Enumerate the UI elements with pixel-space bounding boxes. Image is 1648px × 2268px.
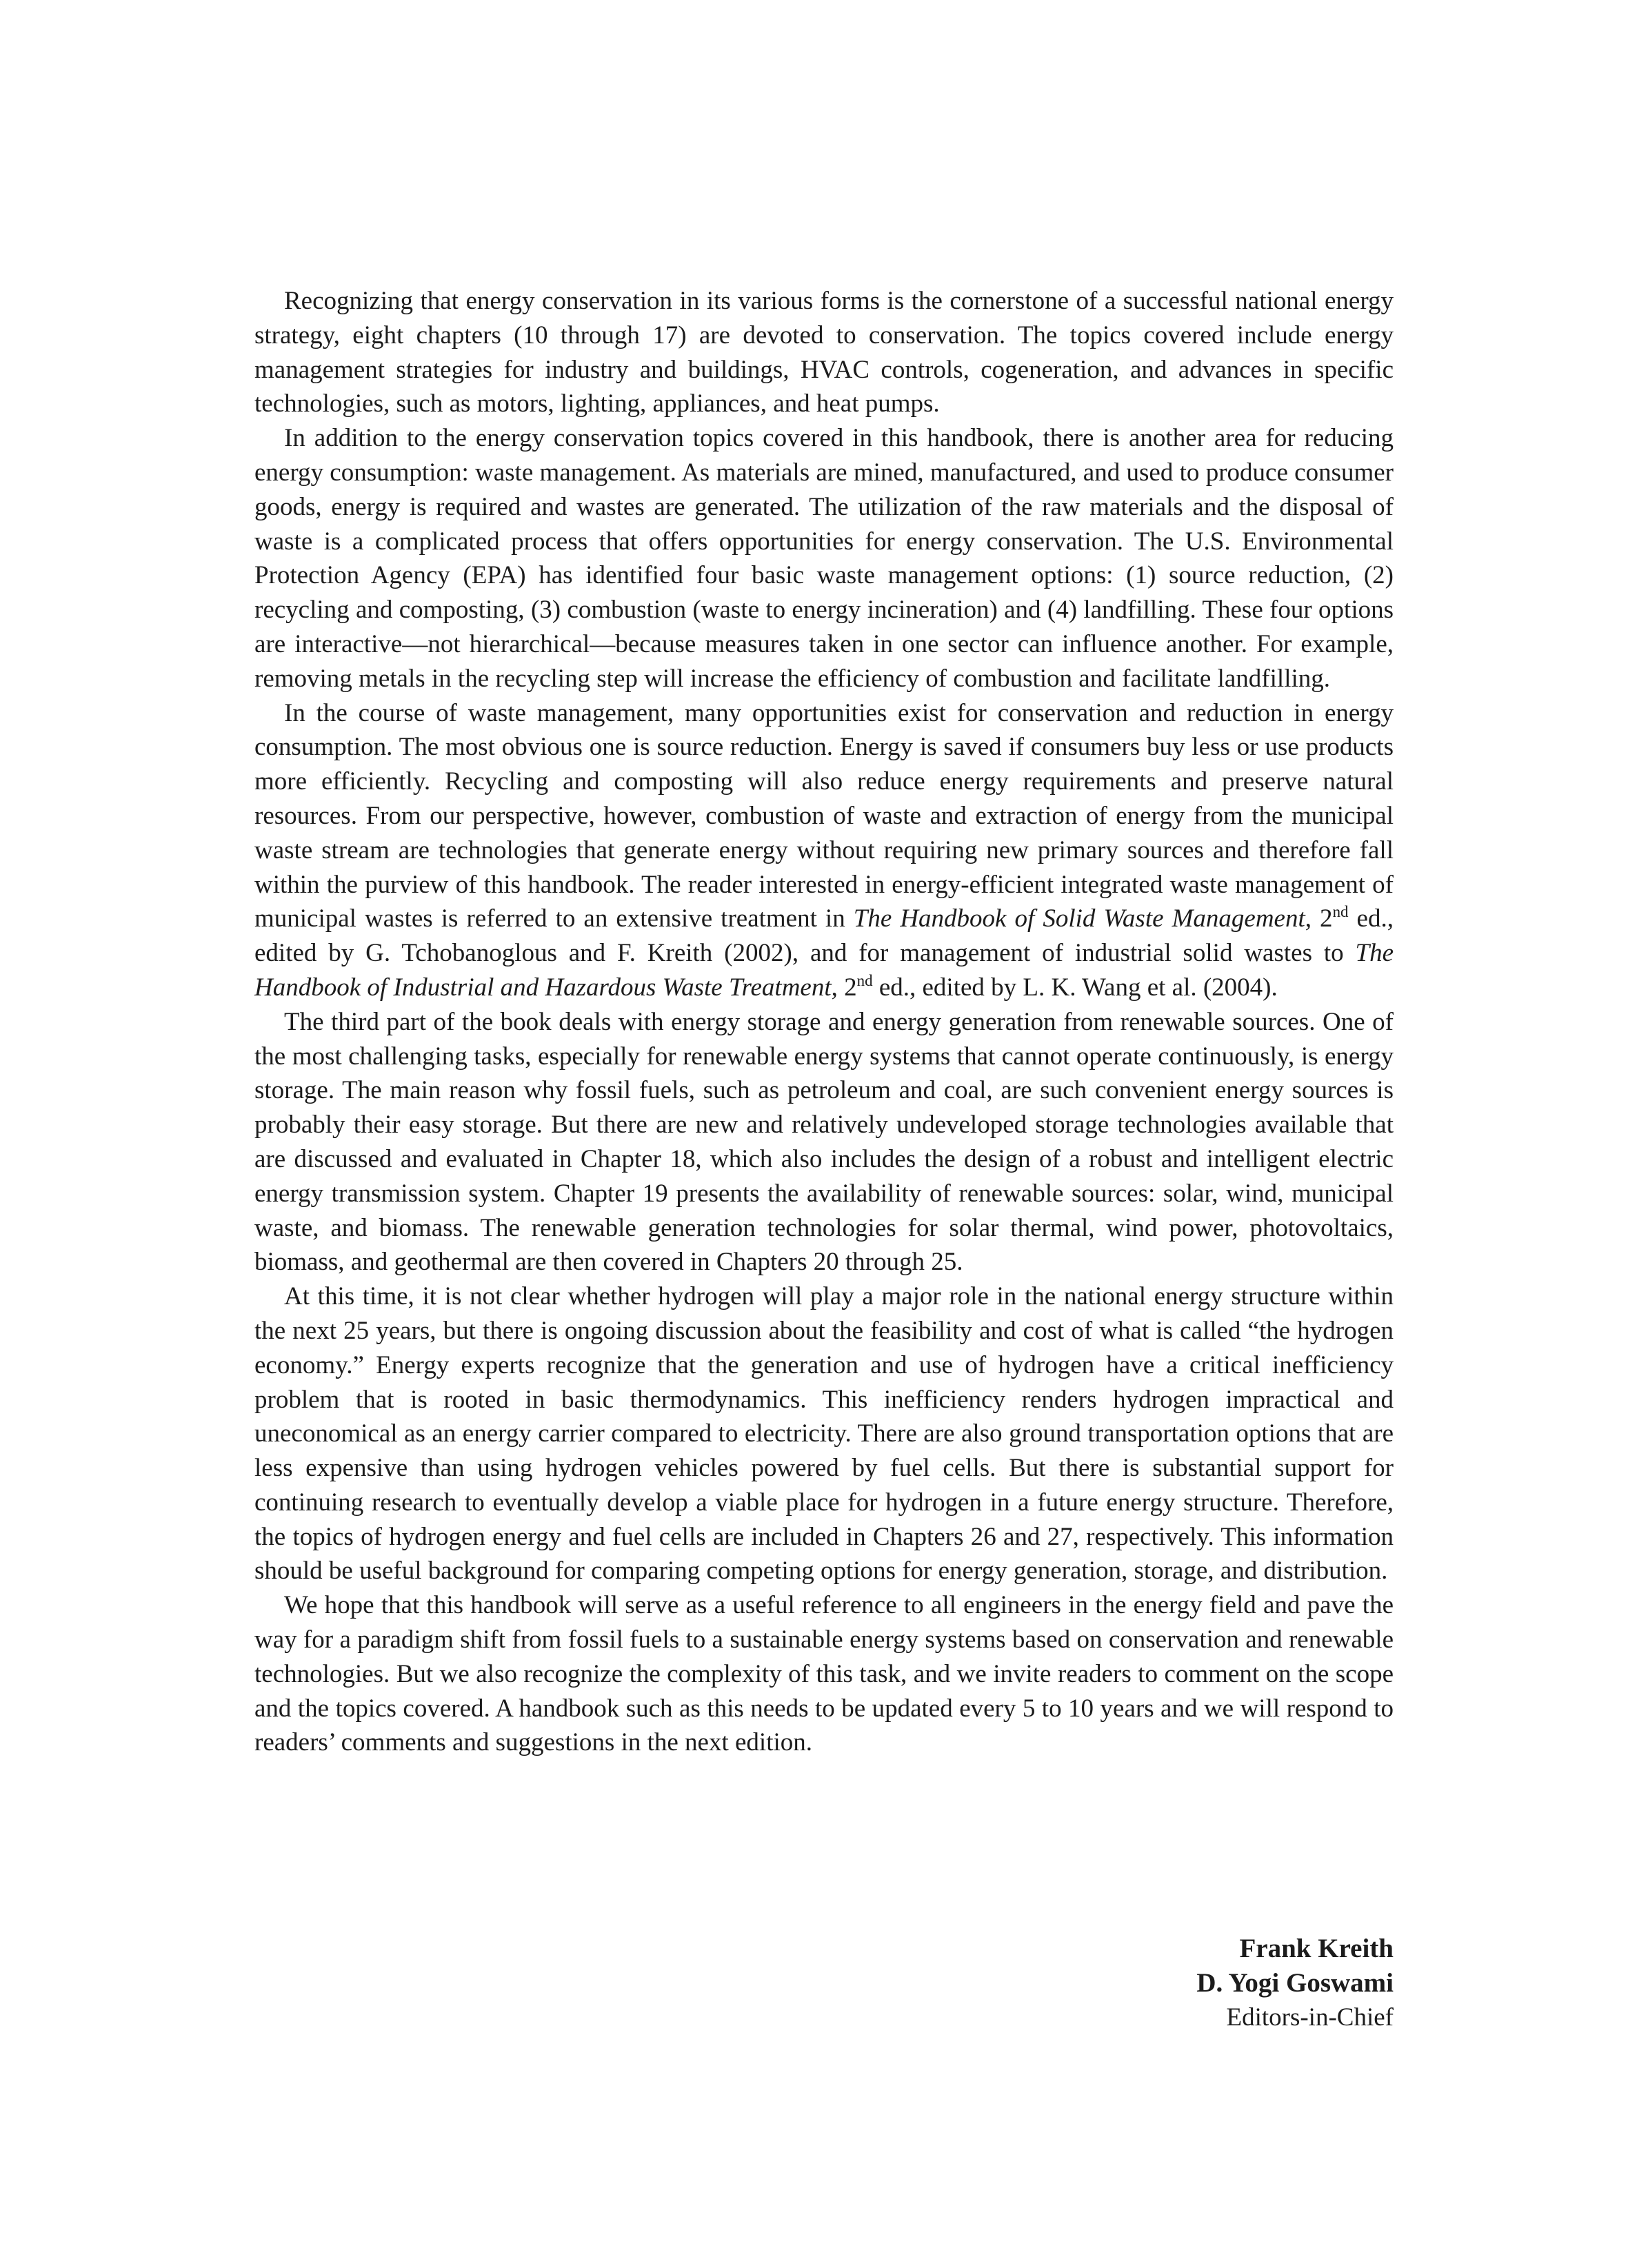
paragraph-text: , 2 [831, 973, 857, 1002]
paragraph-closing: We hope that this handbook will serve as a useful reference to all engineers in the energy field and pave the way for a paradigm shift from fossil fuels to a sustainable energy systems based on conservation and renewable technologies. But we also recognize the complexity of this task, and we invite readers to comment on the scope and the topics covered. A handbook such as this needs to be updated every 5 to 10 years and we will respond to readers’ comments and suggestions in the next edition. [254, 1591, 1394, 1757]
book-title-solid-waste: The Handbook of Solid Waste Management [853, 904, 1305, 933]
paragraph-text: In the course of waste management, many opportunities exist for conservation and reduction in energy consumption. The most obvious one is source reduction. Energy is saved if consumers buy less or use products more efficiently. Recycling and composting will also reduce energy requirements and preserve natural resources. From our perspective, however, combustion of waste and extraction of energy from the municipal waste stream are technologies that generate energy without requiring new primary sources and therefore fall within the purview of this handbook. The reader interested in energy-efficient integrated waste management of municipal wastes is referred to an extensive treatment in [254, 698, 1394, 933]
editor-role: Editors-in-Chief [1226, 2003, 1394, 2032]
edition-superscript: nd [856, 971, 873, 989]
paragraph-waste-management: In addition to the energy conservation topics covered in this handbook, there is another area for reducing energy consumption: waste management. As materials are mined, manufactured, and used to produce consumer goods, energy is required and wastes are generated. The utilization of the raw materials and the disposal of waste is a complicated process that offers opportunities for energy conservation. The U.S. Environmental Protection Agency (EPA) has identified four basic waste management options: (1) source reduction, (2) recycling and composting, (3) combustion (waste to energy incineration) and (4) landfilling. These four options are interactive—not hierarchical—because measures taken in one sector can influence another. For example, removing metals in the recycling step will increase the efficiency of combustion and facilitate landfilling. [254, 424, 1394, 693]
paragraph-energy-storage: The third part of the book deals with energy storage and energy generation from renewable sources. One of the most challenging tasks, especially for renewable energy systems that cannot operate continuously, is energy storage. The main reason why fossil fuels, such as petroleum and coal, are such convenient energy sources is probably their easy storage. But there are new and relatively undeveloped storage technologies available that are discussed and evaluated in Chapter 18, which also includes the design of a robust and intelligent electric energy transmission system. Chapter 19 presents the availability of renewable sources: solar, wind, municipal waste, and biomass. The renewable generation technologies for solar thermal, wind power, photovoltaics, biomass, and geothermal are then covered in Chapters 20 through 25. [254, 1007, 1394, 1277]
signature-block [1196, 1932, 1394, 2035]
paragraph-text: ed., edited by G. Tchobanoglous and F. Kreith (2002), and for management of industrial solid wastes to [254, 904, 1394, 968]
book-title-industrial-waste: The Handbook of Industrial and Hazardous Waste Treatment [254, 939, 1394, 1002]
body-text [254, 284, 1394, 1760]
editor-name-goswami: D. Yogi Goswami [1196, 1968, 1394, 1998]
paragraph-waste-opportunities [254, 696, 1394, 1005]
edition-superscript: nd [1332, 903, 1349, 921]
paragraph-conservation: Recognizing that energy conservation in its various forms is the cornerstone of a successful national energy strategy, eight chapters (10 through 17) are devoted to conservation. The topics covered include energy management strategies for industry and buildings, HVAC controls, cogeneration, and advances in specific technologies, such as motors, lighting, appliances, and heat pumps. [254, 287, 1394, 418]
paragraph-hydrogen: At this time, it is not clear whether hydrogen will play a major role in the national energy structure within the next 25 years, but there is ongoing discussion about the feasibility and cost of what is called “the hydrogen economy.” Energy experts recognize that the generation and use of hydrogen have a critical inefficiency problem that is rooted in basic thermodynamics. This inefficiency renders hydrogen impractical and uneconomical as an energy carrier compared to electricity. There are also ground transportation options that are less expensive than using hydrogen vehicles powered by fuel cells. But there is substantial support for continuing research to eventually develop a viable place for hydrogen in a future energy structure. Therefore, the topics of hydrogen energy and fuel cells are included in Chapters 26 and 27, respectively. This information should be useful background for comparing competing options for energy generation, storage, and distribution. [254, 1282, 1394, 1586]
paragraph-text: , 2 [1305, 904, 1333, 933]
paragraph-text: ed., edited by L. K. Wang et al. (2004). [872, 973, 1278, 1002]
editor-name-kreith: Frank Kreith [1239, 1934, 1394, 1963]
